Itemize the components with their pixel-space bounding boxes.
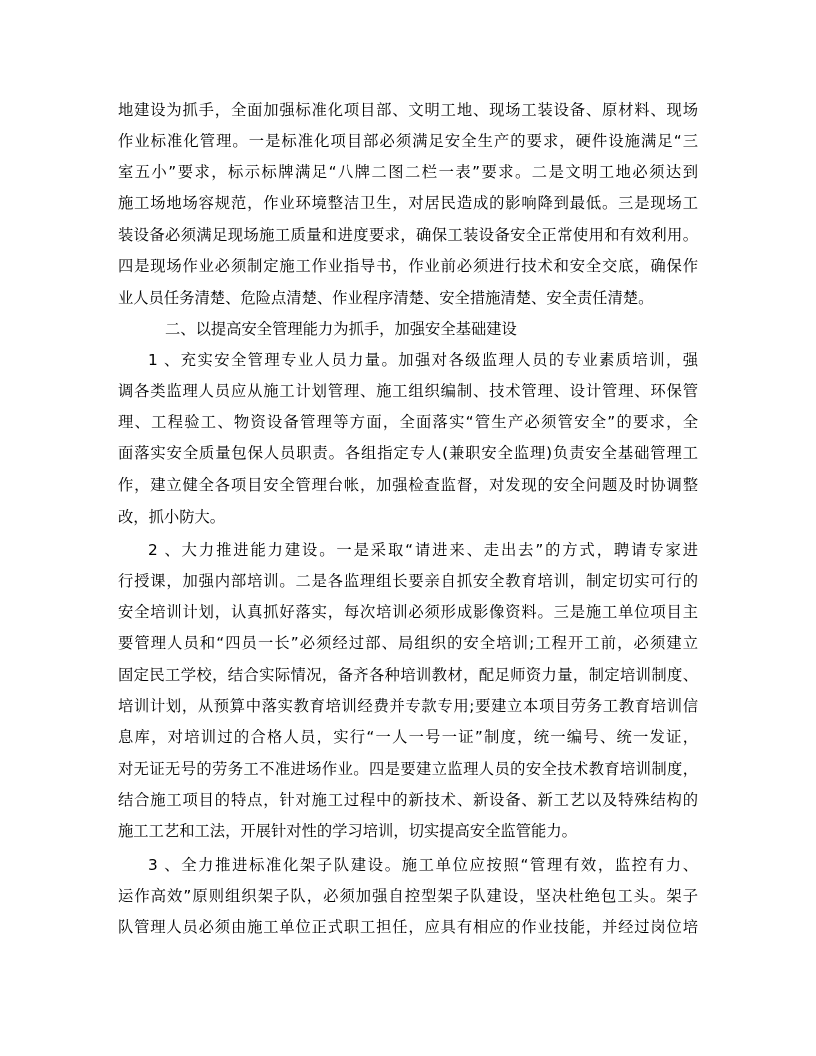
text-line: 队管理人员必须由施工单位正式职工担任，应具有相应的作业技能，并经过岗位培	[118, 918, 698, 936]
text-line: 施工场地场容规范，作业环境整洁卫生，对居民造成的影响降到最低。三是现场工	[118, 194, 698, 212]
text-line: 施工工艺和工法，开展针对性的学习培训，切实提高安全监管能力。	[118, 822, 577, 840]
text-line: 运作高效”原则组织架子队，必须加强自控型架子队建设，坚决杜绝包工头。架子	[118, 887, 698, 905]
text-line: 作，建立健全各项目安全管理台帐，加强检查监督，对发现的安全问题及时协调整	[118, 476, 698, 494]
text-line: 行授课，加强内部培训。二是各监理组长要亲自抓安全教育培训，制定切实可行的	[118, 572, 698, 590]
text-line: 理、工程验工、物资设备管理等方面，全面落实“管生产必须管安全”的要求，全	[118, 413, 698, 431]
text-line: 面落实安全质量包保人员职责。各组指定专人(兼职安全监理)负责安全基础管理工	[118, 444, 698, 462]
text-line: 对无证无号的劳务工不准进场作业。四是要建立监理人员的安全技术教育培训制度，	[118, 760, 698, 778]
text-line: 要管理人员和“四员一长”必须经过部、局组织的安全培训;工程开工前，必须建立	[118, 634, 698, 652]
text-line: 息库，对培训过的合格人员，实行“一人一号一证”制度，统一编号、统一发证，	[118, 728, 698, 746]
text-line: 固定民工学校，结合实际情况，备齐各种培训教材，配足师资力量，制定培训制度、	[118, 666, 698, 684]
text-line: 2 、大力推进能力建设。一是采取“请进来、走出去”的方式，聘请专家进	[148, 541, 698, 559]
text-line: 1 、充实安全管理专业人员力量。加强对各级监理人员的专业素质培训，强	[148, 351, 698, 369]
text-line: 改，抓小防大。	[118, 508, 226, 526]
text-line: 装设备必须满足现场施工质量和进度要求，确保工装设备安全正常使用和有效利用。	[118, 226, 698, 244]
text-line: 业人员任务清楚、危险点清楚、作业程序清楚、安全措施清楚、安全责任清楚。	[118, 289, 654, 307]
text-line: 四是现场作业必须制定施工作业指导书，作业前必须进行技术和安全交底，确保作	[118, 257, 698, 275]
text-line: 培训计划，从预算中落实教育培训经费并专款专用;要建立本项目劳务工教育培训信	[118, 697, 698, 715]
section-heading: 二、以提高安全管理能力为抓手，加强安全基础建设	[165, 320, 517, 338]
text-line: 安全培训计划，认真抓好落实，每次培训必须形成影像资料。三是施工单位项目主	[118, 603, 698, 621]
text-line: 3 、全力推进标准化架子队建设。施工单位应按照“管理有效，监控有力、	[148, 856, 698, 874]
text-line: 室五小”要求，标示标牌满足“八牌二图二栏一表”要求。二是文明工地必须达到	[118, 163, 698, 181]
text-line: 作业标准化管理。一是标准化项目部必须满足安全生产的要求，硬件设施满足“三	[118, 132, 698, 150]
text-line: 地建设为抓手，全面加强标准化项目部、文明工地、现场工装设备、原材料、现场	[118, 101, 698, 119]
text-line: 调各类监理人员应从施工计划管理、施工组织编制、技术管理、设计管理、环保管	[118, 382, 698, 400]
text-line: 结合施工项目的特点，针对施工过程中的新技术、新设备、新工艺以及特殊结构的	[118, 791, 698, 809]
